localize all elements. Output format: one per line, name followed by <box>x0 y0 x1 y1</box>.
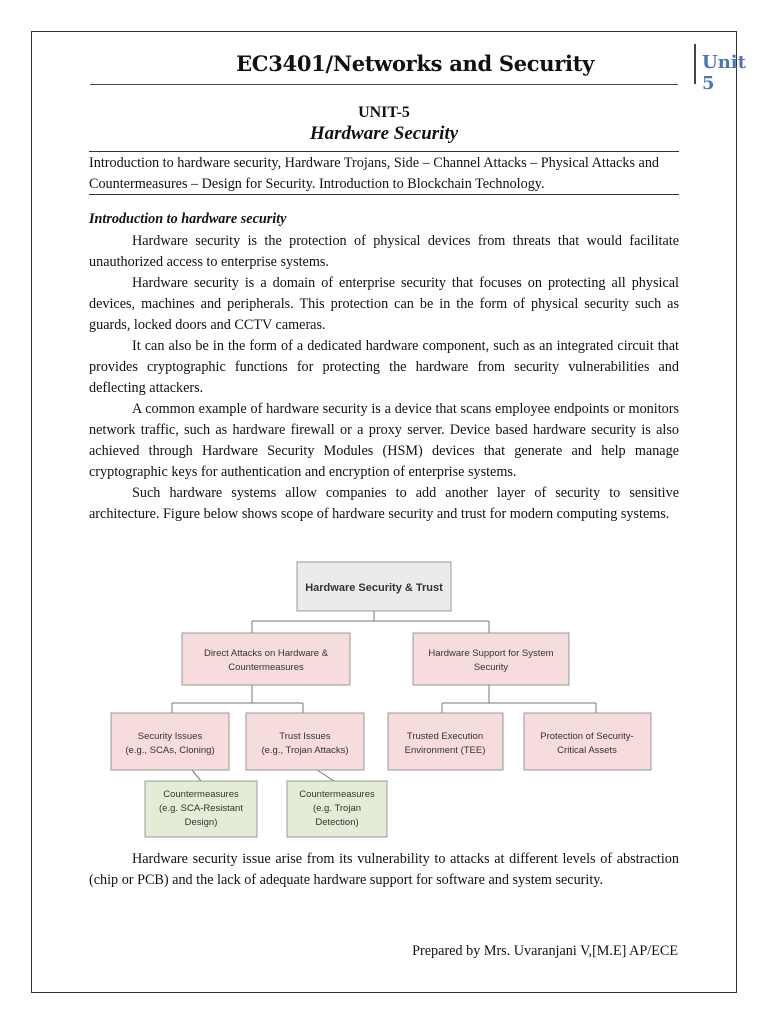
node-protection-line2: Critical Assets <box>557 745 617 756</box>
hardware-security-diagram <box>101 557 661 842</box>
node-cm-sca-line1: Countermeasures <box>163 789 239 800</box>
unit-title: Hardware Security <box>309 123 459 144</box>
node-cm-sca-line3: Design) <box>184 817 218 828</box>
node-direct-attacks <box>182 633 350 685</box>
node-direct-attacks-line1: Direct Attacks on Hardware & <box>203 648 329 659</box>
node-cm-trojan <box>287 781 387 837</box>
node-cm-trojan-line2: (e.g. Trojan <box>312 803 362 814</box>
node-trust-issues-line1: Trust Issues <box>279 731 331 742</box>
node-hw-support-line2: Security <box>473 662 509 673</box>
node-protection <box>524 713 651 770</box>
node-direct-attacks-line2: Countermeasures <box>228 662 304 673</box>
node-cm-sca-line2: (e.g. SCA-Resistant <box>159 803 243 814</box>
section-heading: Introduction to hardware security <box>89 211 287 227</box>
paragraph: Hardware security is the protection of physical devices from threats that would facilitate unauthorized access to enterprise systems. <box>89 233 679 270</box>
node-security-issues-line2: (e.g., SCAs, Cloning) <box>125 745 215 756</box>
node-root-label: Hardware Security & Trust <box>305 582 443 594</box>
unit-number: UNIT-5 <box>358 104 410 121</box>
node-tee-line2: Environment (TEE) <box>404 745 486 756</box>
node-protection-line1: Protection of Security- <box>540 731 634 742</box>
paragraph: Such hardware systems allow companies to add another layer of security to sensitive architecture. Figure below shows scope of hardware security and trust for modern computing systems. <box>89 485 679 522</box>
node-hw-support-line1: Hardware Support for System <box>428 648 554 659</box>
node-cm-trojan-line3: Detection) <box>315 817 359 828</box>
node-hw-support <box>413 633 569 685</box>
node-trust-issues-line2: (e.g., Trojan Attacks) <box>261 745 349 756</box>
node-tee-line1: Trusted Execution <box>406 731 484 742</box>
paragraph: Hardware security is a domain of enterprise security that focuses on protecting all physical devices, machines and peripherals. This protection can be in the form of physical security such as guards, locked doors and CCTV cameras. <box>89 275 679 333</box>
node-tee <box>388 713 503 770</box>
paragraph: Hardware security issue arise from its vulnerability to attacks at different levels of abstraction (chip or PCB) and the lack of adequate hardware support for software and system security. <box>89 851 679 888</box>
node-root <box>297 562 451 611</box>
paragraph: It can also be in the form of a dedicated hardware component, such as an integrated circuit that provides cryptographic functions for protecting the hardware from security vulnerabilities and deflecting attackers. <box>89 338 679 396</box>
syllabus-topics: Introduction to hardware security, Hardware Trojans, Side – Channel Attacks – Physical Attacks and Countermeasures – Design for Security. Introduction to Blockchain Technology. <box>89 151 679 195</box>
closing-text <box>89 849 679 891</box>
page-header <box>90 44 746 94</box>
node-security-issues <box>111 713 229 770</box>
footer-credit: Prepared by Mrs. Uvaranjani V,[M.E] AP/ECE <box>412 943 678 959</box>
node-cm-trojan-line1: Countermeasures <box>299 789 375 800</box>
node-trust-issues <box>246 713 364 770</box>
course-title: EC3401/Networks and Security <box>236 51 594 76</box>
body-text <box>89 231 679 525</box>
paragraph: A common example of hardware security is a device that scans employee endpoints or monitors network traffic, such as hardware firewall or a proxy server. Device based hardware security is also achieved through Hardware Security Modules (HSM) devices that generate and help manage cryptographic keys for authentication and encryption of enterprise systems. <box>89 401 679 480</box>
unit-label: Unit 5 <box>702 52 746 94</box>
node-security-issues-line1: Security Issues <box>137 731 203 742</box>
node-cm-sca <box>145 781 257 837</box>
header-divider <box>694 44 696 84</box>
